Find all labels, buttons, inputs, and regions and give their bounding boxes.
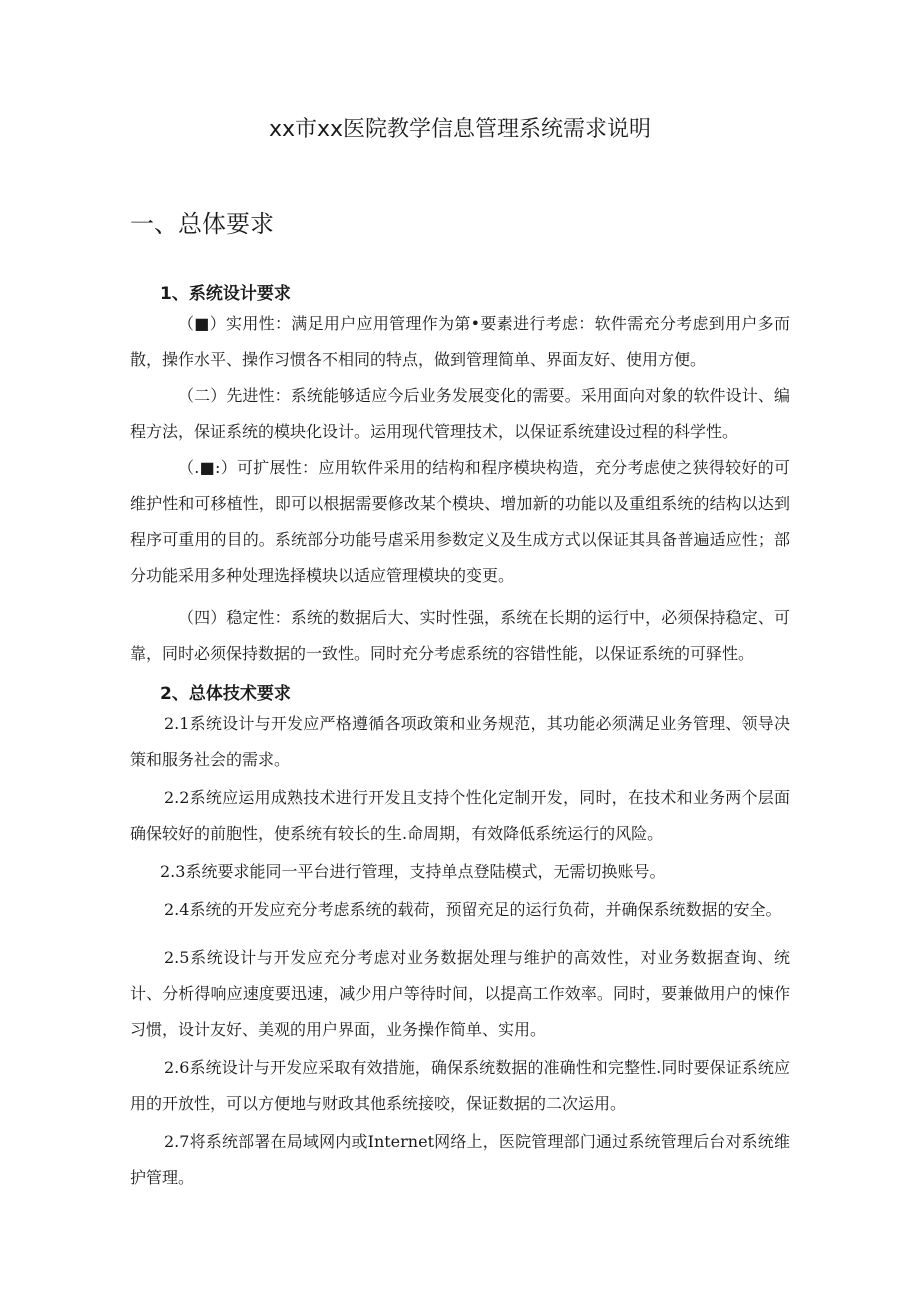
subsection-heading-system-design: 1、系统设计要求 xyxy=(160,284,291,304)
paragraph-2-6: 2.6系统设计与开发应采取有效措施，确保系统数据的准确性和完整性.同时要保证系统应用的开放性，可以方便地与财政其他系统接咬，保证数据的二次运用。 xyxy=(130,1058,790,1113)
paragraph-2-1: 2.1系统设计与开发应严格遵循各项政策和业务规范，其功能必须满足业务管理、领导决策和服务社会的需求。 xyxy=(130,714,790,769)
paragraph-stability: （四）稳定性：系统的数据后大、实时性强，系统在长期的运行中，必须保持稳定、可靠，同时必须保持数据的一致性。同时充分考虑系统的容错性能，以保证系统的可驿性。 xyxy=(130,608,790,663)
paragraph-2-4: 2.4系统的开发应充分考虑系统的载荷，预留充足的运行负荷，并确保系统数据的安全。 xyxy=(164,900,782,919)
paragraph-practicality: （■）实用性：满足用户应用管理作为第•要素进行考虑：软件需充分考虑到用户多而散，操作水平、操作习惯各不相同的特点，做到管理简单、界面友好、使用方便。 xyxy=(130,314,790,369)
subsection-heading-technical: 2、总体技术要求 xyxy=(160,684,291,704)
paragraph-2-3: 2.3系统要求能同一平台进行管理，支持单点登陆模式，无需切换账号。 xyxy=(160,862,666,881)
section-heading-overall-requirements: 一、总体要求 xyxy=(130,210,274,238)
paragraph-2-5: 2.5系统设计与开发应充分考虑对业务数据处理与维护的高效性，对业务数据查询、统计、分析得响应速度要迅速，减少用户等待时间，以提高工作效率。同时，要兼做用户的悚作习惯，设计友好、美观的用户界面，业务操作简单、实用。 xyxy=(130,948,790,1039)
document-title: xx市xx医院教学信息管理系统需求说明 xyxy=(268,117,652,142)
paragraph-2-7: 2.7将系统部署在局域网内或Internet网络上，医院管理部门通过系统管理后台对系统维护管理。 xyxy=(130,1132,790,1187)
paragraph-2-2: 2.2系统应运用成熟技术进行开发且支持个性化定制开发，同时，在技术和业务两个层面确保较好的前胞性，使系统有较长的生.命周期，有效降低系统运行的风险。 xyxy=(130,788,790,843)
paragraph-extensibility: （.■:）可扩展性：应用软件采用的结构和程序模块构造，充分考虑使之狭得较好的可维护性和可移植性，即可以根据需要修改某个模块、增加新的功能以及重组系统的结构以达到程序可重用的目的。系统部分功能号虐采用参数定义及生成方式以保证其具备普遍适应性；部分功能采用多种处理选择模块以适应管理模块的变更。 xyxy=(130,458,790,585)
paragraph-advancement: （二）先进性：系统能够适应今后业务发展变化的需要。采用面向对象的软件设计、编程方法，保证系统的模块化设计。运用现代管理技术，以保证系统建设过程的科学性。 xyxy=(130,386,790,441)
